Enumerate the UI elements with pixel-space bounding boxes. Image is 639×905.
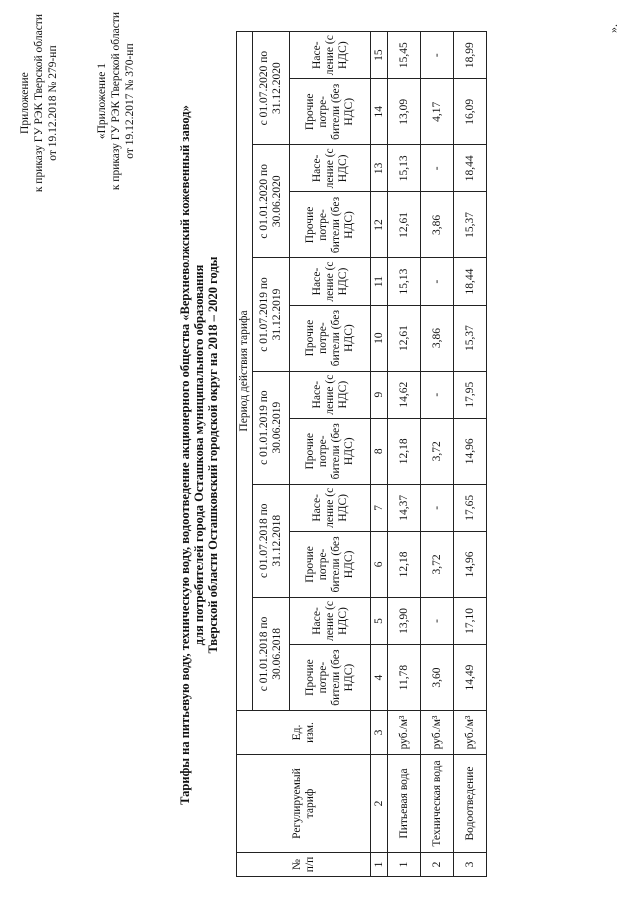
subheader-other-consumers: Прочие потре-бители (без НДС) [290, 418, 371, 484]
column-index-cell: 5 [371, 597, 388, 644]
tariff-table [236, 31, 487, 877]
column-index-cell: 1 [371, 853, 388, 877]
appendix-line: от 19.12.2017 № 370-нп [124, 43, 136, 159]
tariff-value-cell: 3,60 [421, 645, 454, 711]
unit-cell: руб./м³ [454, 711, 487, 755]
tariff-value-cell: 18,44 [454, 258, 487, 305]
subheader-other-consumers: Прочие потре-бители (без НДС) [290, 192, 371, 258]
subheader-population: Насе-ление (с НДС) [290, 484, 371, 531]
tariff-table-body [371, 32, 487, 877]
subheader-population: Насе-ление (с НДС) [290, 597, 371, 644]
appendix-header [18, 14, 60, 192]
tariff-value-cell: 15,37 [454, 305, 487, 371]
appendix-line: к приказу ГУ РЭК Тверской области [110, 12, 122, 191]
column-index-cell: 15 [371, 32, 388, 79]
appendix-line: Приложение [19, 72, 31, 134]
unit-cell: руб./м³ [421, 711, 454, 755]
tariff-value-cell: 12,18 [388, 418, 421, 484]
tariff-value-cell: 15,45 [388, 32, 421, 79]
tariff-value-cell: 17,65 [454, 484, 487, 531]
column-index-cell: 9 [371, 371, 388, 418]
row-number-cell: 2 [421, 853, 454, 877]
tariff-value-cell: 4,17 [421, 79, 454, 145]
tariff-value-cell: - [421, 484, 454, 531]
tariff-value-cell: 3,86 [421, 192, 454, 258]
column-index-cell: 11 [371, 258, 388, 305]
subheader-population: Насе-ление (с НДС) [290, 145, 371, 192]
column-index-cell: 3 [371, 711, 388, 755]
period-header: с 01.07.2020 по 31.12.2020 [253, 32, 290, 145]
tariff-value-cell: 3,86 [421, 305, 454, 371]
tariff-value-cell: 17,95 [454, 371, 487, 418]
tariff-value-cell: 14,62 [388, 371, 421, 418]
title-line: Тарифы на питьевую воду, техническую воду, водоотведение акционерного общества «Верхневолжский кожевенный завод» [178, 105, 192, 805]
tariff-value-cell: 12,61 [388, 305, 421, 371]
appendix-line: от 19.12.2018 № 279-нп [47, 45, 59, 161]
table-row [454, 32, 487, 877]
title-line: Тверской области Осташковский городской округ на 2018 – 2020 годы [206, 256, 220, 654]
period-header: с 01.01.2018 по 30.06.2018 [253, 597, 290, 710]
tariff-value-cell: - [421, 597, 454, 644]
tariff-value-cell: 14,96 [454, 531, 487, 597]
appendix-header-original [95, 12, 137, 190]
subheader-population: Насе-ление (с НДС) [290, 371, 371, 418]
table-row [388, 32, 421, 877]
tariff-value-cell: 12,18 [388, 531, 421, 597]
period-title: Период действия тарифа [237, 32, 253, 711]
tariff-value-cell: - [421, 32, 454, 79]
tariff-value-cell: 15,37 [454, 192, 487, 258]
subheader-other-consumers: Прочие потре-бители (без НДС) [290, 531, 371, 597]
tariff-value-cell: 3,72 [421, 418, 454, 484]
period-header: с 01.07.2019 по 31.12.2019 [253, 258, 290, 371]
tariff-value-cell: 18,44 [454, 145, 487, 192]
closing-quote: ». [606, 24, 620, 33]
appendix-line: «Приложение 1 [96, 63, 108, 140]
tariff-value-cell: 12,61 [388, 192, 421, 258]
subheader-other-consumers: Прочие потре-бители (без НДС) [290, 79, 371, 145]
title-line: для потребителей города Осташкова муниципального образования [192, 264, 206, 646]
subheader-population: Насе-ление (с НДС) [290, 258, 371, 305]
row-number-cell: 3 [454, 853, 487, 877]
tariff-value-cell: 14,49 [454, 645, 487, 711]
column-index-cell: 8 [371, 418, 388, 484]
period-header: с 01.01.2019 по 30.06.2019 [253, 371, 290, 484]
column-index-cell: 14 [371, 79, 388, 145]
col-header-unit: Ед. изм. [237, 711, 371, 755]
tariff-name-cell: Питьевая вода [388, 755, 421, 853]
document-title [178, 45, 220, 865]
tariff-value-cell: - [421, 145, 454, 192]
tariff-value-cell: - [421, 371, 454, 418]
tariff-value-cell: 18,99 [454, 32, 487, 79]
period-header: с 01.01.2020 по 30.06.2020 [253, 145, 290, 258]
column-index-cell: 2 [371, 755, 388, 853]
subheader-other-consumers: Прочие потре-бители (без НДС) [290, 645, 371, 711]
column-index-row [371, 32, 388, 877]
col-header-tariff: Регулируемый тариф [237, 755, 371, 853]
appendix-line: к приказу ГУ РЭК Тверской области [33, 14, 45, 193]
col-header-num: № п/п [237, 853, 371, 877]
column-index-cell: 4 [371, 645, 388, 711]
period-header: с 01.07.2018 по 31.12.2018 [253, 484, 290, 597]
column-index-cell: 10 [371, 305, 388, 371]
subheader-other-consumers: Прочие потре-бители (без НДС) [290, 305, 371, 371]
tariff-value-cell: 11,78 [388, 645, 421, 711]
tariff-value-cell: 17,10 [454, 597, 487, 644]
tariff-name-cell: Техническая вода [421, 755, 454, 853]
column-index-cell: 13 [371, 145, 388, 192]
tariff-value-cell: - [421, 258, 454, 305]
tariff-value-cell: 15,13 [388, 258, 421, 305]
tariff-value-cell: 13,90 [388, 597, 421, 644]
tariff-value-cell: 14,96 [454, 418, 487, 484]
tariff-value-cell: 14,37 [388, 484, 421, 531]
tariff-name-cell: Водоотведение [454, 755, 487, 853]
tariff-value-cell: 16,09 [454, 79, 487, 145]
column-index-cell: 6 [371, 531, 388, 597]
column-index-cell: 12 [371, 192, 388, 258]
row-number-cell: 1 [388, 853, 421, 877]
table-row [421, 32, 454, 877]
tariff-value-cell: 3,72 [421, 531, 454, 597]
tariff-value-cell: 15,13 [388, 145, 421, 192]
column-index-cell: 7 [371, 484, 388, 531]
tariff-value-cell: 13,09 [388, 79, 421, 145]
unit-cell: руб./м³ [388, 711, 421, 755]
subheader-population: Насе-ление (с НДС) [290, 32, 371, 79]
